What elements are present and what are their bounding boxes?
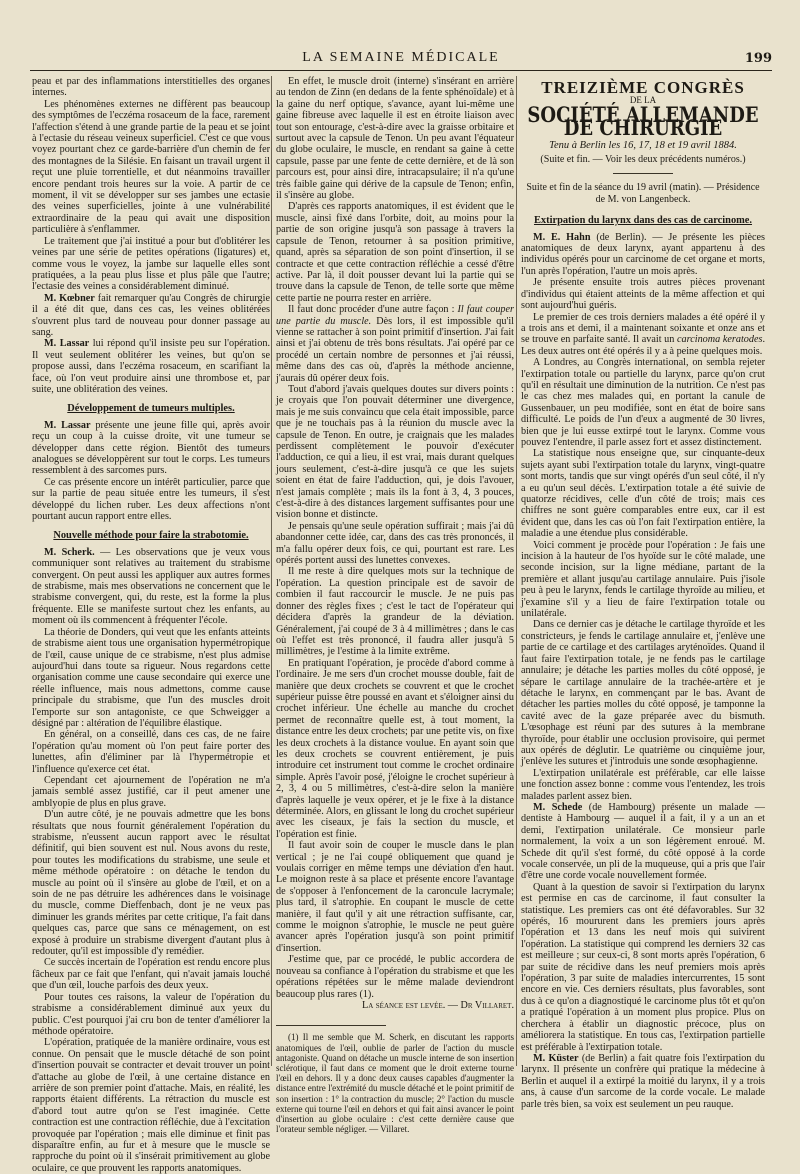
paragraph: En pratiquant l'opération, je procède d'abord comme à l'ordinaire. Je me sers d'un crochet mousse double, fait de manière que deux crochets se couvrent et que le crochet supérieur puisse être poussé en avant et s'éloigner ainsi du crochet inférieur. Une échelle au manche du crochet permet de reconnaître quelle est, à tout moment, la distance entre les deux crochets; par une petite vis, on fixe les deux crochets à la distance voulue. En ayant soin que les deux crochets se couvrent entièrement, je puis introduire cet instrument tout comme le crochet ordinaire simple. Après l'avoir posé, j'éloigne le crochet supérieur à 2, 3, 4 ou 5 millimètres, c'est-à-dire selon la manière d'après laquelle je veux opérer, et je le fixe à la distance déterminée. Alors, en glissant le long du crochet supérieur avec les ciseaux, je fais la section du muscle, et l'opération est finie. — [276, 657, 514, 840]
paragraph: Tout d'abord j'avais quelques doutes sur divers points : je croyais que l'on pouvait déterminer une divergence, mais je me suis convaincu que cela était impossible, parce que je ne touchais pas à la réunion du muscle avec la capsule de Tenon. En outre, je craignais que les malades perdissent complètement le pouvoir d'exécuter l'adduction, ce qui a lieu, il est vrai, mais durant quelques jours seulement, c'est-à-dire jusqu'à ce que les sujets soient en état de faire l'adduction, qui, je dois l'avouer, n'est jamais complète ; mais ils la font à 3, 4, 3 pouces, c'est-à-dire à des distances largement suffisantes pour une vision bonne et distincte. — [276, 383, 514, 521]
paragraph-text: Il faut donc procéder d'une autre façon : — [288, 304, 458, 316]
paragraph: Ce cas présente encore un intérêt particulier, parce que sur la partie de peau située entre les tumeurs, il s'est développé du lichen ruber. Les deux affections n'ont pourtant aucun rapport entre elles. — [32, 476, 270, 523]
column-left — [32, 76, 270, 1174]
paragraph: J'estime que, par ce procédé, le public accordera de nouveau sa confiance à l'opération du strabisme et que les opérations répétées sur le même malade deviendront beaucoup plus rares (1). — [276, 954, 514, 1000]
congress-de: DE LA — [629, 95, 657, 106]
section-heading: Nouvelle méthode pour faire la strabotomie. — [53, 530, 249, 542]
running-header — [30, 50, 772, 71]
section-heading: Développement de tumeurs multiples. — [67, 403, 235, 415]
paragraph: A Londres, au Congrès international, on sembla rejeter l'extirpation totale ou partielle du larynx, parce qu'on crut qu'il en résultait une diminution de la nutrition. Ce n'est pas le cas chez mes malades qui, en portant la canule de Gussenbauer, un peu modifiée, sont en état de boire sans difficulté. Le poids de l'un d'eux a augmenté de 30 livres, bien que je lui eusse extirpé tout le larynx. Comme vous pouvez l'entendre, il parle assez fort et assez distinctement. — [521, 357, 765, 448]
paragraph — [521, 802, 765, 882]
speaker-name: M. Lassar — [44, 419, 91, 431]
paragraph: Voici comment je procède pour l'opération : Je fais une incision à la hauteur de l'os hyoïde sur le côté malade, une seconde incision, sur la ligne médiane, partant de la première et allant jusqu'au cartilage annulaire. Puis j'isole peu à peu le larynx, fends le cartilage thyroïde au milieu, et j'examine s'il y a lieu de faire l'extirpation totale ou unilatérale. — [521, 539, 765, 620]
session-closing: La séance est levée. — Dr Villaret. — [361, 999, 514, 1011]
paragraph: Je pensais qu'une seule opération suffirait ; mais j'ai dû abandonner cette idée, car, dans des cas très prononcés, il m'a fallu opérer deux fois, ce qui, pourtant est rare. Les opérés portent aussi des lunettes convexes. — [276, 520, 514, 567]
speaker-name: M. Schede — [533, 801, 583, 813]
congress-dates: Tenu à Berlin les 16, 17, 18 et 19 avril 1884. — [549, 139, 737, 151]
paragraph-text: présente une jeune fille qui, après avoir reçu un coup à la cuisse droite, vit une tumeur se développer dans cette région. Bientôt des tumeurs analogues se développèrent sur tout le corps. Les tumeurs ressemblent à des sarcomes purs. — [32, 419, 270, 477]
paragraph: Dans ce dernier cas je détache le cartilage thyroïde et les constricteurs, je fends le cartilage annulaire et, j'enlève une partie de ce cartilage et des cartilages aryténoïdes. Quand il faut faire l'extirpation totale, je ne fends pas le cartilage annulaire; je détache les parties molles du côté opposé, je sépare le cartilage annulaire de la trachée-artère et je détache le larynx, en commençant par le bas. Avant de détacher les parties molles du côté opposé, je tamponne la cavité avec de la gaze préparée avec du bismuth. L'œsophage est réuni par des sutures à la membrane thyroïde, pour établir une occlusion provisoire, qui permet aux opérés de déglutir. Le quatrième ou cinquième jour, j'enlève les sutures et j'introduis une sonde œsophagienne. — [521, 619, 765, 768]
separator — [613, 173, 673, 174]
paragraph: L'opération, pratiquée de la manière ordinaire, vous est connue. On pensait que le muscle détaché de son point d'insertion pouvait se contracter et devait trouver un point d'attache au globe de l'œil, à une certaine distance en arrière de son premier point d'attache. Mais, en réalité, les rapports étaient différents. La rétraction du muscle est d'abord tout autre qu'on se l'est imaginée. Cette contraction est une contraction réfléchie, due à l'excitation provoquée par l'opération ; mais elle diminue et finit pas disparaître enfin, au fur et à mesure que le muscle se rapproche du point où il s'insérait primitivement au globe oculaire, ce que prouvent les rapports anatomiques. — [32, 1037, 270, 1174]
paragraph — [276, 304, 514, 384]
column-right — [521, 76, 766, 1110]
paragraph: D'un autre côté, je ne pouvais admettre que les bons résultats que nous fournit généralement l'opération du strabisme, n'eussent aucun rapport avec le résultat définitif, qui bien souvent est nul. Nous avons du reste, pour toutes les modifications du strabisme, une seule et même méthode opératoire : on détache le tendon du muscle au point où il s'insère au globe de l'œil, et on a soin de ne pas détruire les adhérences dans le voisinage du muscle, comme Dieffenbach, dont je ne veux pas diminuer les grands mérites par cette critique, l'a fait dans quelques cas, parce que sans ce ménagement, on est exposé à produire un strabisme divergent d'autant plus à redouter, qu'il est impossible d'y remédier. — [32, 809, 270, 958]
column-divider — [271, 76, 272, 1066]
paragraph: La théorie de Donders, qui veut que les enfants atteints de strabisme aient tous une organisation hypermétropique de l'œil, cause unique de ce strabisme, n'est plus admise aujourd'hui dans toute sa rigueur. Nous regardons cette organisation comme une cause secondaire qui exerce une réelle influence, mais nous admettons, comme cause principale du strabisme, que l'un des muscles droit l'emporte sur son antagoniste, ce que Schweigger a désigné par : altération de l'équilibre élastique. — [32, 626, 270, 729]
paragraph: Ce succès incertain de l'opération est rendu encore plus fâcheux par ce fait que l'enfant, qui n'avait jamais louché que d'un œil, louche parfois des deux yeux. — [32, 957, 270, 992]
journal-title: LA SEMAINE MÉDICALE — [302, 50, 500, 65]
page-number: 199 — [744, 51, 772, 66]
footnote: (1) Il me semble que M. Scherk, en discutant les rapports anatomiques de l'œil, oublie de parler de l'action du muscle antagoniste. Quand on détache un muscle interne de son insertion sclérotique, il faut dans ce moment que le droit externe tourne l'œil en dehors. Il y a donc deux causes capables d'augmenter la distance entre l'extrémité du muscle détaché et le point primitif de son insertion : 1° la contraction du muscle; 2° l'action du muscle externe qui tourne l'œil en dehors et qui fait ainsi avancer le point d'insertion au globe oculaire : c'est cette dernière cause que l'orateur semble négliger. — Villaret. — [276, 1032, 514, 1135]
speaker-name: M. Küster — [533, 1052, 579, 1064]
paragraph-text: fait remarquer qu'au Congrès de chirurgie il a été dit que, dans ces cas, les veines oblitérées s'ouvrent plus tard de nouveau pour donner passage au sang. — [32, 292, 270, 338]
paragraph-text: Dès lors, il est impossible qu'il vienne se rattacher à son point primitif d'insertion. J'ai fait ainsi et j'ai obtenu de très bons résultats. J'ai opéré par ce procédé un certain nombre de personnes et j'ai réussi, même dans des cas où, d'après la méthode ancienne, j'aurais dû opérer deux fois. — [276, 315, 514, 384]
emphasis-text: Il faut couper une partie du muscle. — [276, 304, 514, 327]
paragraph — [32, 338, 270, 395]
paragraph: Le traitement que j'ai institué a pour but d'oblitérer les veines par une série de petites opérations (ligatures) et, comme vous le voyez, la jambe sur laquelle elles sont pratiquées, a la peau plus lisse et plus pâle que l'autre; l'ectasie des veines a considérablement diminué. — [32, 235, 270, 293]
society-name: SOCIÉTÉ ALLEMANDE DE CHIRURGIE — [527, 102, 759, 142]
paragraph — [521, 1053, 765, 1110]
paragraph-text: . Les deux autres ont été opérés il y a à peine quelques mois. — [521, 334, 765, 357]
section-heading: Extirpation du larynx dans des cas de carcinome. — [533, 215, 753, 227]
continuation-note: (Suite et fin. — Voir les deux précédents numéros.) — [540, 154, 746, 166]
paragraph — [521, 232, 765, 278]
paragraph: L'extirpation unilatérale est préférable, car elle laisse une fonction assez bonne : comme vous l'entendez, les trois malades parlent assez bien. — [521, 767, 765, 802]
speaker-name: M. E. Hahn — [533, 231, 591, 243]
paragraph: Les phénomènes externes ne diffèrent pas beaucoup des symptômes de l'eczéma rosaceum de la face, rarement l'affection s'étend à une grande partie de la peau et se joint à l'ectasie du réseau veineux superficiel. C'est ce que vous voyez pourtant chez ce garde-barrière d'un chemin de fer des montagnes de la Silésie. En faisant un travail urgent il reçut une pluie torrentielle, et dut néanmoins travailler encore pendant trois heures sur la voie. A partir de ce moment, il vit se développer sur ses jambes une ectasie des veines superficielles, jointe à une vulnérabilité extraordinaire de la peau qui avait une disposition particulière à s'enflammer. — [32, 98, 270, 236]
column-divider — [516, 76, 517, 1066]
paragraph-text: Le premier de ces trois derniers malades a été opéré il y a trois ans et demi, il a maintenant soixante et onze ans et se trouve en parfaite santé. Il avait un — [521, 311, 765, 346]
paragraph-text: (de Berlin) a fait quatre fois l'extirpation du larynx. Il présente un confrère qui pratique la médecine à Berlin et auquel il a extirpé la moitié du larynx, il y a trois ans, à cause d'un sarcome de la corde vocale. Le malade parle très bien, sa voix est seulement un peu rauque. — [521, 1052, 766, 1110]
paragraph: peau et par des inflammations interstitielles des organes internes. — [32, 76, 270, 99]
emphasis-text: carcinoma keratodes — [677, 334, 763, 346]
paragraph: Je présente ensuite trois autres pièces provenant d'individus qui étaient atteints de la même affection et qui sont aujourd'hui guéris. — [521, 277, 765, 312]
paragraph — [521, 312, 765, 358]
congress-header — [521, 78, 765, 166]
session-note: Suite et fin de la séance du 19 avril (matin). — Présidence de M. von Langenbeck. — [526, 182, 760, 205]
speaker-name: M. Kœbner — [44, 292, 95, 304]
paragraph: En général, on a conseillé, dans ces cas, de ne faire l'opération qu'au moment où l'on peut faire porter des lunettes, afin d'éliminer par là l'hypermétropie et l'influence qu'exerce cet état. — [32, 729, 270, 775]
paragraph: Il faut avoir soin de couper le muscle dans le plan vertical ; je ne l'ai coupé obliquement que quand je voulais corriger en même temps une déviation d'en haut. Le moignon reste à sa place et présente encore l'avantage de s'opposer à l'enfoncement de la caroncule lacrymale; plus tard, il s'atrophie. En coupant le muscle de cette manière, il faut qu'il y ait une rétraction suffisante, car, comme le moignon s'atrophie, le muscle ne peut guère avancer après l'opération jusqu'à son point primitif d'insertion. — [276, 840, 514, 954]
footnote-rule — [276, 1025, 386, 1026]
paragraph: Il me reste à dire quelques mots sur la technique de l'opération. La question principale est de savoir de combien il faut raccourcir le muscle. Je ne puis pas donner des règles fixes ; c'est le tact de l'opérateur qui décidera d'après la grandeur de la déviation. Généralement, j'ai coupé de 3 à 4 millimètres ; dans le cas où l'effet est très prononcé, il faudra aller jusqu'à 5 millimètres, je l'estime à la limite extrême. — [276, 566, 514, 658]
paragraph: La statistique nous enseigne que, sur cinquante-deux sujets ayant subi l'extirpation totale du larynx, vingt-quatre sont morts, tandis que sur vingt opérés d'un seul côté, il n'y a eu qu'un seul décès. L'extirpation totale a été suivie de quatorze récidives, celle d'un côté de trois; mais ces chiffres ne sont guère comparables entre eux, car il est évident que, dans les cas où l'on fait l'extirpation entière, la maladie a une étendue plus considérable. — [521, 448, 765, 540]
speaker-name: M. Scherk. — [44, 546, 95, 558]
paragraph-text: — Les observations que je veux vous communiquer sont relatives au traitement du strabisme convergent. On peut aussi les appliquer aux autres formes de strabisme, mais mes observations ne concernent que le strabisme convergent, qui, du reste, est la forme la plus fréquente. Elle se manifeste surtout chez les enfants, au moment où ils commencent à fréquenter l'école. — [32, 546, 270, 627]
paragraph — [32, 420, 270, 477]
paragraph-text: lui répond qu'il insiste peu sur l'opération. Il veut seulement oblitérer les veines, but qu'on se propose aussi, dans l'eczéma rosaceum, en scarifiant la face, où l'on veut produire ainsi une thrombose et, par suite, une oblitération des veines. — [32, 338, 270, 395]
congress-title: TREIZIÈME CONGRÈS — [541, 78, 745, 97]
paragraph: Quant à la question de savoir si l'extirpation du larynx est permise en cas de carcinome, il faut consulter la statistique. Les premiers cas ont été défavorables. Sur 32 opérés, 16 moururent dans les premiers jours après l'opération et 13 dans les neuf mois qui suivirent l'opération. La statistique qui comprend les derniers 32 cas est meilleure ; sur ceux-ci, 8 sont morts après l'opération, 6 par suite de récidive dans les neuf premiers mois après l'opération, 3 par suite de maladies intercurrentes, 15 sont encore en vie. Ces derniers résultats, plus favorables, sont dus à ce qu'on a diagnostiqué le carcinome plus tôt et qu'on a pratiqué l'opération à un moment plus propice. Plus on cherchera à établir un diagnostic précoce, plus on améliorera la statistique. En tous cas, l'extirpation partielle est préférable à l'extirpation totale. — [521, 881, 765, 1053]
paragraph: En effet, le muscle droit (interne) s'insérant en arrière au tendon de Zinn (en dedans de la fente sphénoïdale) et à la gaine du nerf optique, s'avance, ayant lui-même une gaine fibreuse avec laquelle il est en étroite liaison avec tout son entourage, c'est-à-dire avec la graisse orbitaire et surtout avec la capsule de Tenon. Un peu avant l'équateur du globe oculaire, le muscle, en rendant sa gaine à cette capsule, passe par une fente de cette dernière, et de là son parcours est, pour ainsi dire, intracapsulaire; il n'a qu'une très faible gaine qui dérive de la capsule de Tenon; enfin, il s'insère au globe. — [276, 76, 514, 202]
paragraph — [32, 293, 270, 339]
paragraph-text: (de Berlin). — Je présente les pièces anatomiques de deux larynx, ayant appartenu à des individus opérés pour un carcinome de cet organe et morts, l'un après l'opération, l'autre un mois après. — [521, 231, 766, 277]
speaker-name: M. Lassar — [44, 338, 90, 350]
paragraph: Pour toutes ces raisons, la valeur de l'opération du strabisme a considérablement diminué aux yeux du public. C'est pourquoi j'ai cru bon de tenter d'améliorer la méthode opératoire. — [32, 991, 270, 1037]
paragraph: D'après ces rapports anatomiques, il est évident que le muscle, ainsi fixé dans l'orbite, doit, au moins pour la partie de son origine jusqu'à son passage à travers la capsule de Tenon, retourner à sa position primitive, quand, après sa séparation de son point d'insertion, il se contracte et que cette contraction réfléchie a cessé d'être active. Par là, il doit pousser devant lui la partie qui se trouve dans la capsule de Tenon, de telle sorte que même cette partie ne pourra rester en arrière. — [276, 201, 514, 304]
column-middle — [276, 76, 514, 1135]
paragraph-text: (de Hambourg) présente un malade — dentiste à Hambourg — auquel il a fait, il y a un an et demi, l'extirpation unilatérale. Ce monsieur parle normalement, la voix a un son légèrement enroué. M. Schede dit qu'il s'est formé, du côté opposé à la corde vocale conservée, un pli de la muqueuse, qui a pris que l'air d'être une corde vocale nouvellement formée. — [521, 801, 765, 882]
paragraph: Cependant cet ajournement de l'opération ne m'a jamais semblé assez justifié, car il peut amener une amblyopie de plus en plus grave. — [32, 774, 270, 809]
paragraph — [32, 547, 270, 627]
